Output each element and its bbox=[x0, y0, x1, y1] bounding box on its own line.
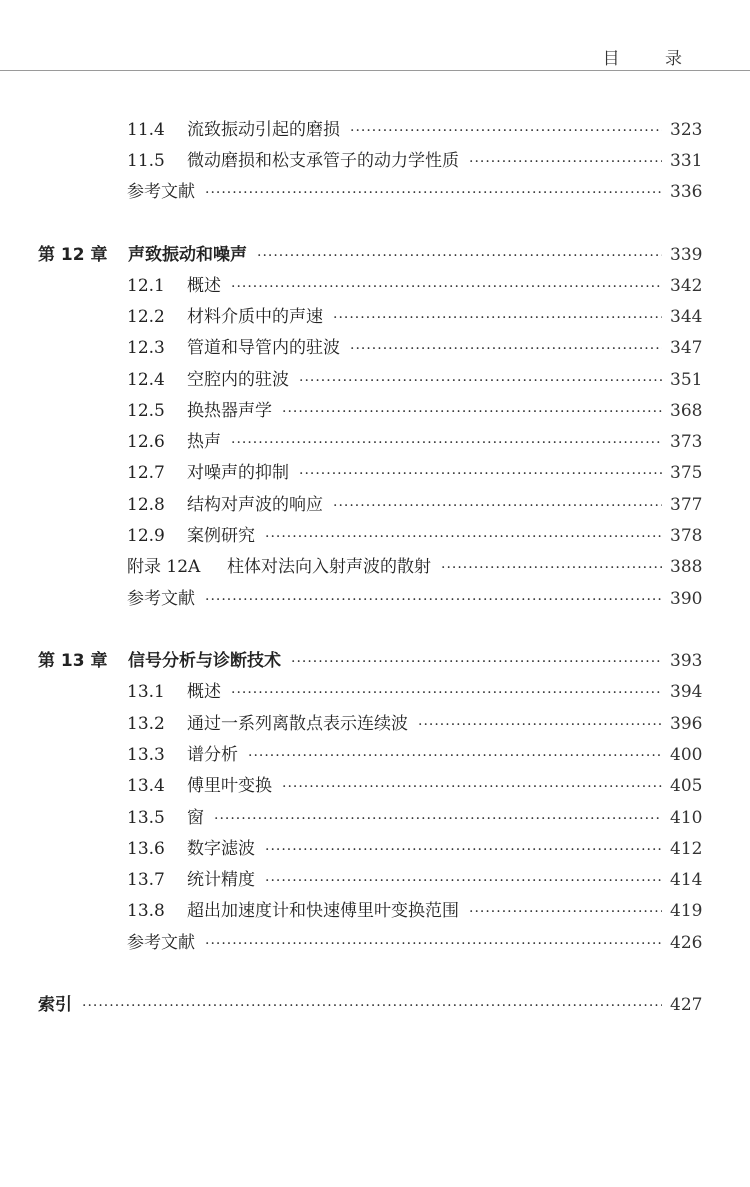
toc-entry-number: 13.4 bbox=[127, 776, 165, 796]
toc-section-row bbox=[127, 427, 702, 458]
dot-leader bbox=[265, 522, 662, 553]
page-header bbox=[0, 0, 750, 71]
dot-leader bbox=[205, 929, 662, 960]
dot-leader bbox=[257, 241, 662, 272]
toc-page-number: 414 bbox=[670, 870, 703, 890]
dot-leader bbox=[333, 491, 662, 522]
toc-page-number: 378 bbox=[670, 526, 703, 546]
toc-entry-title: 信号分析与诊断技术 bbox=[128, 651, 281, 671]
toc-entry-title: 概述 bbox=[187, 682, 221, 702]
toc-section-row bbox=[127, 552, 702, 583]
toc-entry-title: 空腔内的驻波 bbox=[187, 370, 289, 390]
toc-entry-number: 13.2 bbox=[127, 714, 165, 734]
toc-section-row bbox=[127, 302, 702, 333]
toc-entry-title: 超出加速度计和快速傅里叶变换范围 bbox=[187, 901, 459, 921]
dot-leader bbox=[282, 772, 662, 803]
dot-leader bbox=[291, 647, 662, 678]
toc-entry-number: 12.9 bbox=[127, 526, 165, 546]
toc-page-number: 331 bbox=[670, 151, 703, 171]
toc-page-number: 351 bbox=[670, 370, 703, 390]
toc-entry-number: 13.5 bbox=[127, 808, 165, 828]
toc-section-row bbox=[127, 146, 702, 177]
toc-entry-number: 13.6 bbox=[127, 839, 165, 859]
toc-entry-title: 声致振动和噪声 bbox=[128, 245, 247, 265]
dot-leader bbox=[205, 585, 662, 616]
toc-section-row bbox=[127, 177, 702, 208]
toc-entry-number: 12.1 bbox=[127, 276, 165, 296]
dot-leader bbox=[205, 178, 662, 209]
toc-entry-title: 案例研究 bbox=[187, 526, 255, 546]
toc-page-number: 388 bbox=[670, 557, 703, 577]
toc-page-number: 394 bbox=[670, 682, 703, 702]
toc-entry-title: 概述 bbox=[187, 276, 221, 296]
dot-leader bbox=[299, 366, 662, 397]
toc-entry-number: 12.8 bbox=[127, 495, 165, 515]
toc-section-row bbox=[127, 365, 702, 396]
toc-chapter-row bbox=[38, 646, 702, 677]
toc-entry-number: 13.3 bbox=[127, 745, 165, 765]
toc-page-number: 400 bbox=[670, 745, 703, 765]
toc-entry-title: 流致振动引起的磨损 bbox=[187, 120, 340, 140]
toc-page-number: 390 bbox=[670, 589, 703, 609]
toc-section-row bbox=[127, 521, 702, 552]
toc-entry-title: 统计精度 bbox=[187, 870, 255, 890]
toc-section-row bbox=[127, 834, 702, 865]
dot-leader bbox=[265, 866, 662, 897]
dot-leader bbox=[231, 678, 662, 709]
toc-section-row bbox=[127, 490, 702, 521]
toc-section-row bbox=[127, 771, 702, 802]
dot-leader bbox=[333, 303, 662, 334]
dot-leader bbox=[82, 991, 662, 1022]
toc-entry-number: 12.3 bbox=[127, 338, 165, 358]
toc-section-row bbox=[127, 333, 702, 364]
toc-page-number: 323 bbox=[670, 120, 703, 140]
dot-leader bbox=[282, 397, 662, 428]
toc-page-number: 393 bbox=[670, 651, 703, 671]
toc-entry-title: 参考文献 bbox=[127, 182, 195, 202]
toc-entry-number: 附录 12A bbox=[127, 557, 201, 577]
dot-leader bbox=[418, 710, 662, 741]
toc-page-number: 427 bbox=[670, 995, 703, 1015]
toc-page-number: 339 bbox=[670, 245, 703, 265]
dot-leader bbox=[231, 428, 662, 459]
toc-entry-title: 结构对声波的响应 bbox=[187, 495, 323, 515]
dot-leader bbox=[248, 741, 662, 772]
toc-entry-number: 11.4 bbox=[127, 120, 165, 140]
toc-section-row bbox=[127, 709, 702, 740]
toc-page-number: 368 bbox=[670, 401, 703, 421]
toc-entry-title: 傅里叶变换 bbox=[187, 776, 272, 796]
toc-page-number: 347 bbox=[670, 338, 703, 358]
toc-entry-title: 柱体对法向入射声波的散射 bbox=[227, 557, 431, 577]
toc-page-number: 419 bbox=[670, 901, 703, 921]
toc-section-row bbox=[127, 458, 702, 489]
toc-page-number: 342 bbox=[670, 276, 703, 296]
toc-section-row bbox=[127, 928, 702, 959]
toc-section-row bbox=[127, 740, 702, 771]
toc-section-row bbox=[127, 896, 702, 927]
toc-entry-title: 热声 bbox=[187, 432, 221, 452]
toc-section-row bbox=[127, 115, 702, 146]
toc-section-row bbox=[127, 803, 702, 834]
toc-page-number: 375 bbox=[670, 463, 703, 483]
toc-page-number: 412 bbox=[670, 839, 703, 859]
toc-entry-number: 12.4 bbox=[127, 370, 165, 390]
toc-entry-number: 13.8 bbox=[127, 901, 165, 921]
toc-entry-title: 通过一系列离散点表示连续波 bbox=[187, 714, 408, 734]
toc-entry-number: 11.5 bbox=[127, 151, 165, 171]
toc-entry-title: 数字滤波 bbox=[187, 839, 255, 859]
toc-page-number: 377 bbox=[670, 495, 703, 515]
header-title: 目 录 bbox=[602, 49, 702, 69]
toc-entry-number: 13.7 bbox=[127, 870, 165, 890]
toc-entry-title: 窗 bbox=[187, 808, 204, 828]
toc-section-row bbox=[127, 396, 702, 427]
toc-page-number: 344 bbox=[670, 307, 703, 327]
toc-section-row bbox=[127, 271, 702, 302]
toc-entry-title: 谱分析 bbox=[187, 745, 238, 765]
dot-leader bbox=[469, 897, 662, 928]
dot-leader bbox=[265, 835, 662, 866]
toc-entry-title: 参考文献 bbox=[127, 933, 195, 953]
toc-entry-title: 对噪声的抑制 bbox=[187, 463, 289, 483]
toc-entry-number: 12.7 bbox=[127, 463, 165, 483]
dot-leader bbox=[441, 553, 662, 584]
dot-leader bbox=[231, 272, 662, 303]
toc-entry-title: 材料介质中的声速 bbox=[187, 307, 323, 327]
toc-entry-number: 12.5 bbox=[127, 401, 165, 421]
toc-page-number: 426 bbox=[670, 933, 703, 953]
toc-entry-title: 微动磨损和松支承管子的动力学性质 bbox=[187, 151, 459, 171]
toc-page-number: 373 bbox=[670, 432, 703, 452]
toc-page-number: 410 bbox=[670, 808, 703, 828]
toc-entry-number: 12.6 bbox=[127, 432, 165, 452]
dot-leader bbox=[469, 147, 662, 178]
toc-chapter-row bbox=[38, 240, 702, 271]
toc-entry-title: 管道和导管内的驻波 bbox=[187, 338, 340, 358]
toc-entry-number: 第 13 章 bbox=[38, 651, 108, 671]
toc-entry-number: 12.2 bbox=[127, 307, 165, 327]
toc-section-row bbox=[127, 677, 702, 708]
toc-entry-title: 换热器声学 bbox=[187, 401, 272, 421]
dot-leader bbox=[350, 334, 662, 365]
toc-page-number: 405 bbox=[670, 776, 703, 796]
toc-page-number: 396 bbox=[670, 714, 703, 734]
toc-section-row bbox=[127, 584, 702, 615]
toc-entry-number: 13.1 bbox=[127, 682, 165, 702]
dot-leader bbox=[299, 459, 662, 490]
toc-entry-number: 第 12 章 bbox=[38, 245, 108, 265]
toc-entry-title: 索引 bbox=[38, 995, 72, 1015]
toc-section-row bbox=[127, 865, 702, 896]
dot-leader bbox=[350, 116, 662, 147]
dot-leader bbox=[214, 804, 662, 835]
toc-entry-title: 参考文献 bbox=[127, 589, 195, 609]
toc-chapter-row bbox=[38, 990, 702, 1021]
toc-page-number: 336 bbox=[670, 182, 703, 202]
